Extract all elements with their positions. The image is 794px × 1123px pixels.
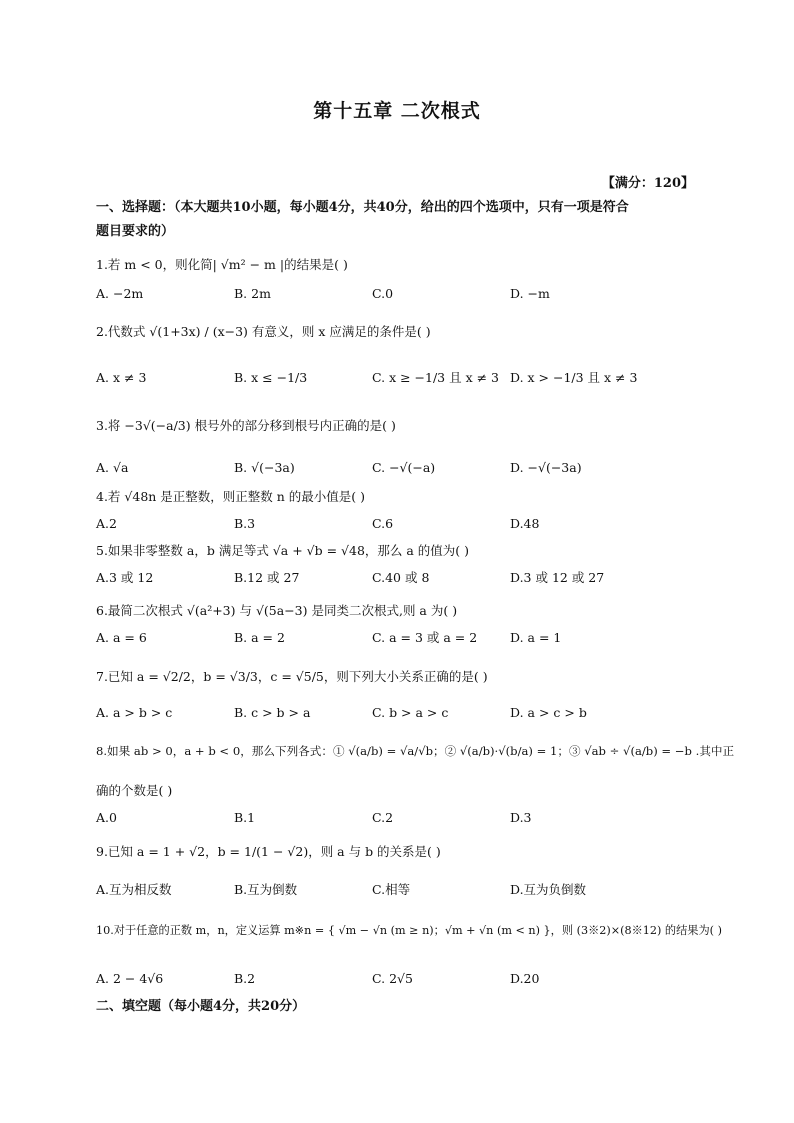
question-2-options — [96, 368, 706, 390]
option-d: D.48 — [510, 516, 540, 531]
question-1-options — [96, 284, 706, 306]
question-2-stem: 2.代数式 √(1+3x) / (x−3) 有意义，则 x 应满足的条件是( ) — [96, 324, 431, 339]
question-1-stem: 1.若 m < 0，则化简| √m² − m |的结果是( ) — [96, 257, 348, 272]
option-a: A. √a — [96, 460, 129, 475]
question-6-options — [96, 628, 706, 650]
option-b: B. x ≤ −1/3 — [234, 370, 308, 385]
option-a: A.0 — [96, 810, 117, 825]
question-8-stem: 8.如果 ab > 0，a + b < 0，那么下列各式：① √(a/b) = √a/√b；② √(a/b)·√(b/a) = 1；③ √ab ÷ √(a/b) = −b .其中正 — [96, 744, 735, 758]
option-d: D.3 或 12 或 27 — [510, 570, 605, 585]
question-5-stem: 5.如果非零整数 a，b 满足等式 √a + √b = √48，那么 a 的值为( ) — [96, 543, 470, 558]
question-4-options — [96, 514, 706, 536]
option-b: B.3 — [234, 516, 256, 531]
option-a: A. −2m — [96, 286, 144, 301]
option-a: A. a = 6 — [96, 630, 147, 645]
full-score-label: 【满分：120】 — [601, 176, 694, 191]
page-title: 第十五章 二次根式 — [313, 100, 481, 122]
question-9-stem: 9.已知 a = 1 + √2，b = 1/(1 − √2)，则 a 与 b 的关系是( ) — [96, 844, 441, 859]
option-a: A. 2 − 4√6 — [96, 971, 164, 986]
section-1-line2: 题目要求的） — [96, 224, 175, 239]
question-8-stem-continued: 确的个数是( ) — [96, 783, 173, 798]
question-6-stem: 6.最简二次根式 √(a²+3) 与 √(5a−3) 是同类二次根式,则 a 为( ) — [96, 603, 458, 618]
option-d: D.3 — [510, 810, 532, 825]
option-b: B. c > b > a — [234, 705, 311, 720]
option-c: C. a = 3 或 a = 2 — [372, 630, 478, 645]
question-5-options — [96, 568, 706, 590]
option-c: C. b > a > c — [372, 705, 449, 720]
option-a: A. a > b > c — [96, 705, 173, 720]
option-c: C. x ≥ −1/3 且 x ≠ 3 — [372, 370, 499, 385]
option-b: B.2 — [234, 971, 256, 986]
option-d: D. −√(−3a) — [510, 460, 582, 475]
option-c: C. −√(−a) — [372, 460, 436, 475]
option-b: B.互为倒数 — [234, 882, 298, 897]
option-c: C.0 — [372, 286, 394, 301]
option-d: D. a > c > b — [510, 705, 587, 720]
option-d: D. −m — [510, 286, 550, 301]
option-d: D.20 — [510, 971, 540, 986]
option-a: A.2 — [96, 516, 117, 531]
question-8-options — [96, 808, 706, 830]
section-2-heading: 二、填空题（每小题4分，共20分） — [96, 999, 306, 1014]
option-c: C.相等 — [372, 882, 411, 897]
option-b: B. 2m — [234, 286, 271, 301]
option-b: B. √(−3a) — [234, 460, 295, 475]
option-a: A.互为相反数 — [96, 882, 172, 897]
question-10-options — [96, 969, 706, 991]
question-9-options — [96, 880, 706, 902]
option-c: C. 2√5 — [372, 971, 413, 986]
option-d: D. x > −1/3 且 x ≠ 3 — [510, 370, 638, 385]
section-1-heading — [96, 196, 702, 244]
option-d: D. a = 1 — [510, 630, 562, 645]
option-a: A. x ≠ 3 — [96, 370, 147, 385]
option-c: C.40 或 8 — [372, 570, 430, 585]
question-3-stem: 3.将 −3√(−a/3) 根号外的部分移到根号内正确的是( ) — [96, 418, 396, 433]
question-7-stem: 7.已知 a = √2/2，b = √3/3，c = √5/5，则下列大小关系正确的是( ) — [96, 669, 488, 684]
option-b: B. a = 2 — [234, 630, 285, 645]
question-10-stem: 10.对于任意的正数 m，n，定义运算 m※n = { √m − √n (m ≥ n)；√m + √n (m < n) }，则 (3※2)×(8※12) 的结果为( ) — [96, 924, 722, 937]
question-3-options — [96, 458, 706, 480]
option-b: B.1 — [234, 810, 256, 825]
question-4-stem: 4.若 √48n 是正整数，则正整数 n 的最小值是( ) — [96, 489, 366, 504]
option-d: D.互为负倒数 — [510, 882, 587, 897]
section-1-line1: 一、选择题：（本大题共10小题，每小题4分，共40分，给出的四个选项中，只有一项是符合 — [96, 200, 629, 215]
question-7-options — [96, 703, 706, 725]
option-a: A.3 或 12 — [96, 570, 154, 585]
option-c: C.2 — [372, 810, 394, 825]
option-c: C.6 — [372, 516, 394, 531]
option-b: B.12 或 27 — [234, 570, 300, 585]
